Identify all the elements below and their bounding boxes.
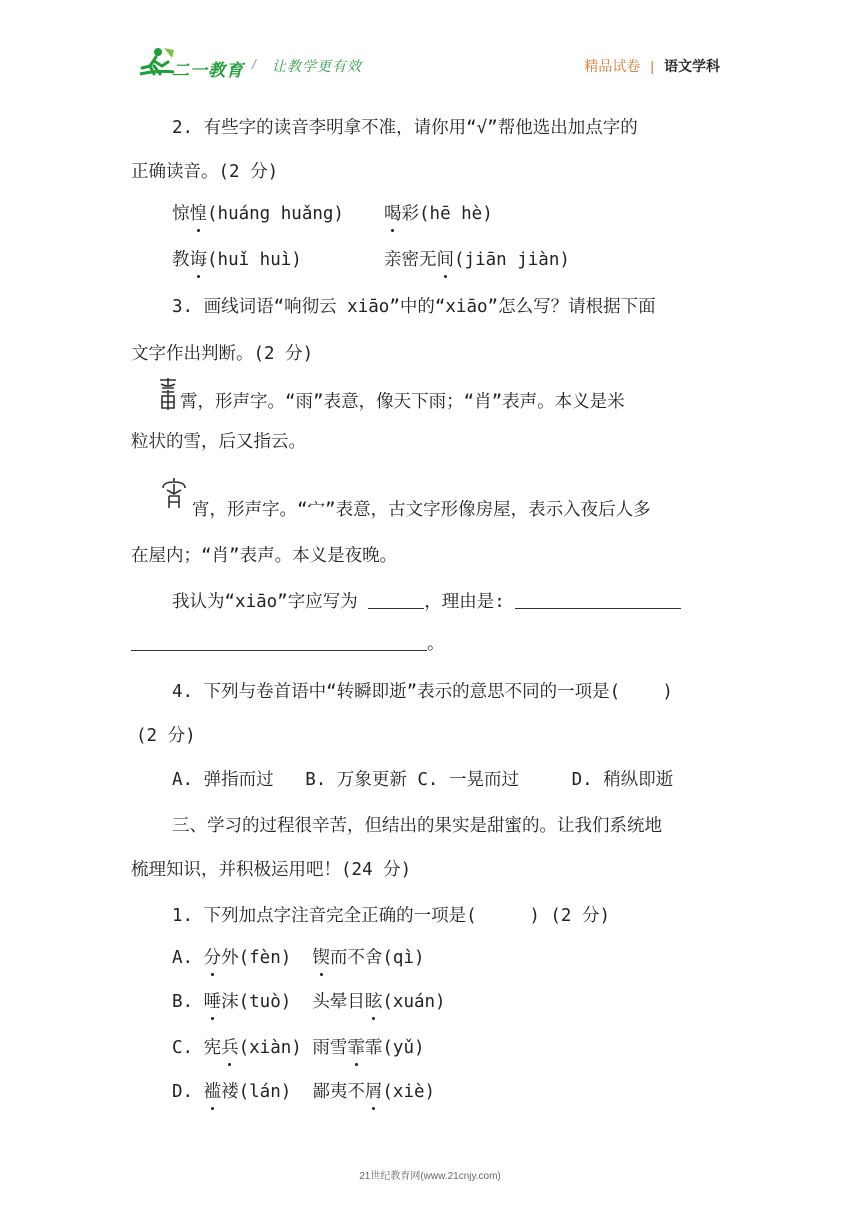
dotted-char: 霏: [347, 1038, 365, 1058]
dotted-char: 惶: [189, 204, 207, 224]
q3-para2-line1: 宵，形声字。“宀”表意，古文字形像房屋，表示入夜后人多: [192, 500, 651, 520]
q2-item-d: 亲密无间(jiān jiàn): [384, 250, 570, 270]
dotted-char: 褴: [203, 1082, 222, 1102]
page-header: [0, 0, 860, 100]
slogan: 让教学更有效: [272, 58, 362, 74]
q1-option-c: C. 宪兵(xiàn) 雨雪霏霏(yǔ): [172, 1038, 425, 1058]
slogan-separator: /: [252, 56, 256, 72]
q3-stem-line1: 3. 画线词语“响彻云 xiāo”中的“xiāo”怎么写？请根据下面: [172, 297, 656, 317]
q1-option-b: B. 唾沫(tuò) 头晕目眩(xuán): [172, 992, 446, 1012]
dotted-char: 间: [436, 250, 454, 270]
tag-separator: |: [650, 58, 654, 74]
q1-stem: 1. 下列加点字注音完全正确的一项是( ) (2 分): [172, 906, 611, 926]
dotted-char: 诲: [189, 250, 207, 270]
q2-stem-line2: 正确读音。(2 分): [131, 162, 279, 182]
q2-item-c: 教诲(huǐ huì): [172, 250, 302, 270]
q2-item-a: 惊惶(huáng huǎng): [172, 204, 344, 224]
q3-para1-line2: 粒状的雪，后又指云。: [131, 432, 306, 452]
q4-options: A. 弹指而过 B. 万象更新 C. 一晃而过 D. 稍纵即逝: [172, 770, 674, 790]
q3-para1-line1: 霄，形声字。“雨”表意，像天下雨；“肖”表声。本义是米: [180, 392, 625, 412]
ancient-xiao2-glyph-icon: [160, 476, 188, 510]
quality-tag: 精品试卷: [584, 58, 641, 74]
page-footer: 21世纪教育网(www.21cnjy.com): [359, 1171, 501, 1182]
q3-para2-line2: 在屋内；“肖”表声。本义是夜晚。: [131, 546, 398, 566]
q1-option-d: D. 褴褛(lán) 鄙夷不屑(xiè): [172, 1082, 436, 1102]
dotted-char: 分: [203, 948, 222, 968]
q2-item-b: 喝彩(hē hè): [384, 204, 493, 224]
q3-answer-line2: 。: [131, 632, 445, 656]
q1-option-a: A. 分外(fèn) 锲而不舍(qì): [172, 948, 425, 968]
q3-stem-line2: 文字作出判断。(2 分): [131, 344, 314, 364]
subject-tag: 语文学科: [664, 58, 720, 74]
word-answer-blank[interactable]: [368, 590, 424, 609]
dotted-char: 喝: [384, 204, 402, 224]
dotted-char: 眩: [364, 992, 383, 1012]
logo-text: 二一教育: [172, 61, 244, 80]
reason-answer-blank[interactable]: [515, 590, 681, 609]
dotted-char: 屑: [364, 1082, 383, 1102]
header-tags: [584, 56, 720, 76]
section3-line2: 梳理知识，并积极运用吧！(24 分): [131, 860, 412, 880]
q2-stem-line1: 2. 有些字的读音李明拿不准，请你用“√”帮他选出加点字的: [172, 118, 638, 138]
q3-answer-line: 我认为“xiāo”字应写为 ，理由是:: [172, 590, 681, 614]
q4-stem-line2: (2 分): [136, 726, 196, 746]
dotted-char: 兵: [221, 1038, 239, 1058]
section3-line1: 三、学习的过程很辛苦，但结出的果实是甜蜜的。让我们系统地: [172, 816, 662, 836]
q4-stem-line1: 4. 下列与卷首语中“转瞬即逝”表示的意思不同的一项是( ): [172, 682, 673, 702]
reason-answer-blank-cont[interactable]: [131, 632, 427, 651]
ancient-xiao-glyph-icon: [158, 376, 178, 412]
dotted-char: 锲: [312, 948, 330, 968]
dotted-char: 唾: [203, 992, 222, 1012]
